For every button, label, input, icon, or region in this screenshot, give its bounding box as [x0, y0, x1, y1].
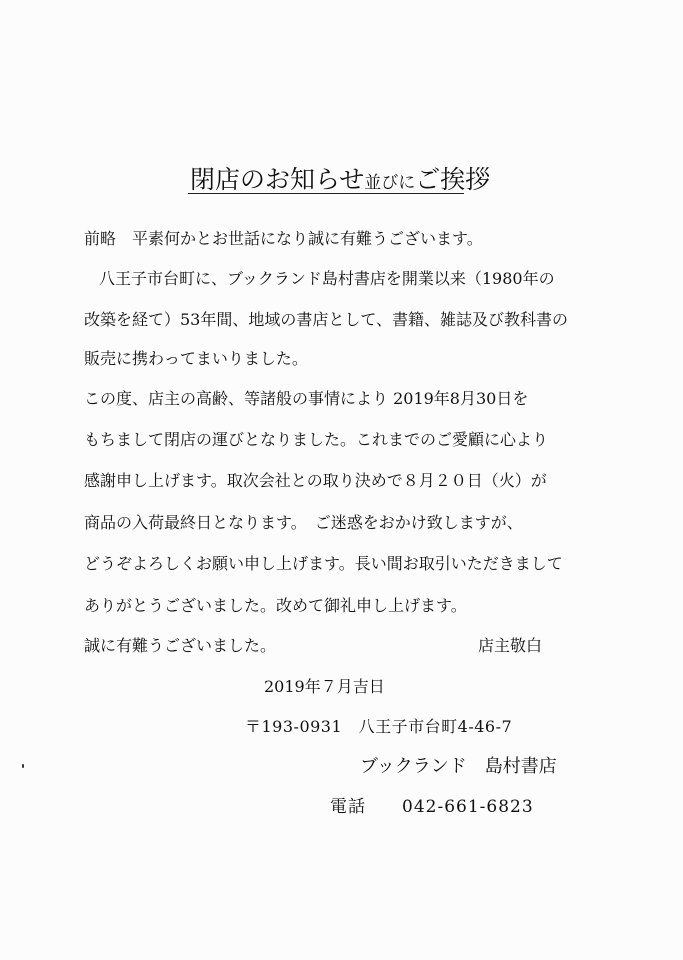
- body-line: ありがとうございました。改めて御礼申し上げます。: [84, 596, 467, 615]
- body-line: 改築を経て）53年間、地域の書店として、書籍、雑誌及び教科書の: [84, 310, 569, 329]
- title-main-part1: 閉店のお知らせ: [190, 165, 365, 194]
- body-line: 感謝申し上げます。取次会社との取り決めで８月２０日（火）が: [84, 471, 547, 490]
- body-line: 商品の入荷最終日となります。 ご迷惑をおかけ致しますが、: [84, 513, 523, 532]
- body-line: もちまして閉店の運びとなりました。これまでのご愛顧に心より: [84, 430, 549, 449]
- body-line-closing: 誠に有難うございました。: [84, 636, 277, 655]
- shop-phone: 電話 042-661-6823: [330, 797, 534, 817]
- body-line: この度、店主の高齢、等諸般の事情により 2019年8月30日を: [84, 389, 529, 408]
- shop-address: 〒193-0931 八王子市台町4-46-7: [245, 717, 513, 736]
- body-line: どうぞよろしくお願い申し上げます。長い間お取引いただきまして: [84, 554, 563, 573]
- title-small-part: 並びに: [364, 173, 416, 193]
- sign-off: 店主敬白: [478, 636, 543, 655]
- title-underline: [188, 193, 464, 194]
- body-line-greeting: 前略 平素何かとお世話になり誠に有難うございます。: [84, 229, 483, 248]
- shop-name: ブックランド 島村書店: [360, 756, 557, 777]
- body-line: 販売に携わってまいりました。: [84, 349, 308, 368]
- title-main-part2: ご挨拶: [415, 165, 491, 194]
- scan-speck: [22, 764, 24, 768]
- notice-title: [190, 160, 490, 196]
- body-line: 八王子市台町に、ブックランド島村書店を開業以来（1980年の: [99, 269, 555, 288]
- notice-date: 2019年７月吉日: [264, 677, 385, 696]
